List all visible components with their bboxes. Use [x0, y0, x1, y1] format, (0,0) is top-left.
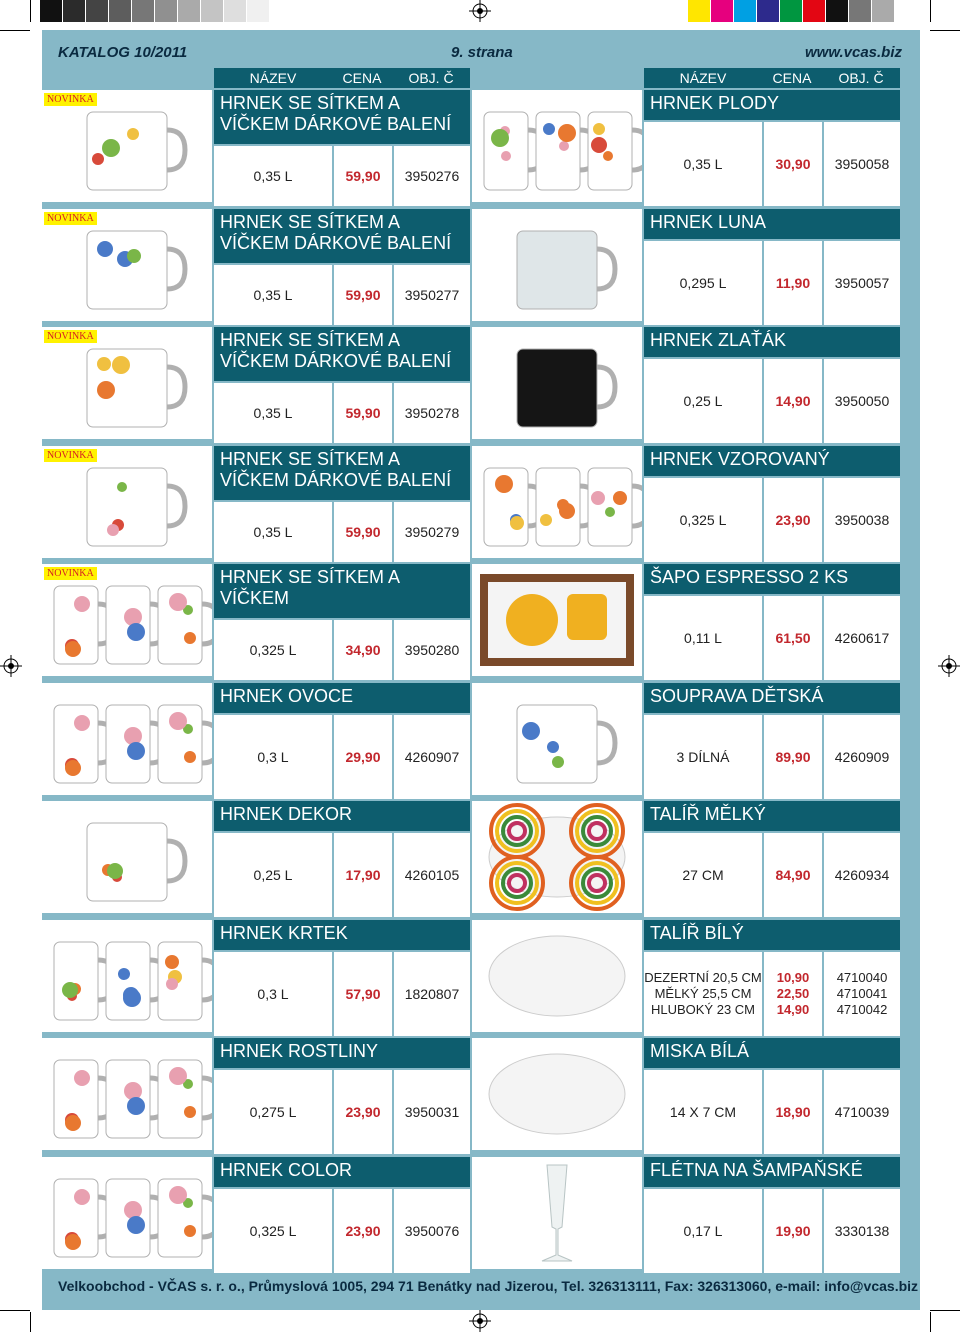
product-size: 0,3 L [214, 715, 332, 799]
product-details [644, 1070, 900, 1154]
product-price: 23,90 [334, 1070, 392, 1154]
espresso-set-image [472, 564, 642, 676]
product-price: 30,90 [764, 122, 822, 206]
registration-mark-bottom-icon [469, 1310, 491, 1332]
code-line: 4710042 [836, 1002, 888, 1017]
novinka-badge: NOVINKA [44, 449, 97, 462]
product-title: FLÉTNA NA ŠAMPAŇSKÉ [644, 1157, 900, 1187]
product-code: 3950038 [824, 478, 900, 562]
product-details [644, 122, 900, 206]
novinka-badge: NOVINKA [44, 330, 97, 343]
plant-mugs-image [42, 1038, 212, 1150]
product-title: HRNEK SE SÍTKEM A VÍČKEM DÁRKOVÉ BALENÍ [214, 327, 470, 381]
product-item [472, 1038, 900, 1154]
product-size: 0,35 L [214, 146, 332, 206]
product-code: 3950031 [394, 1070, 470, 1154]
column-header-left [214, 68, 470, 88]
product-size: 0,17 L [644, 1189, 762, 1273]
mug-with-lid-roses-image [42, 90, 212, 202]
product-size: 0,25 L [644, 359, 762, 443]
product-size: 0,325 L [214, 620, 332, 680]
fruit-mugs-image [42, 683, 212, 795]
color-bar [688, 0, 895, 22]
crop-mark [30, 0, 31, 22]
product-item [42, 1038, 470, 1154]
product-size: 0,325 L [644, 478, 762, 562]
product-image [472, 920, 642, 1032]
crop-mark [930, 1312, 931, 1332]
mug-with-lid-flowers-image [42, 209, 212, 321]
product-image [42, 327, 212, 439]
column-name: NÁZEV [249, 70, 297, 86]
product-details [214, 502, 470, 562]
crop-mark [30, 1312, 31, 1332]
product-title: HRNEK ROSTLINY [214, 1038, 470, 1068]
product-code: 3950280 [394, 620, 470, 680]
product-title: TALÍŘ BÍLÝ [644, 920, 900, 950]
size-line: HLUBOKÝ 23 CM [650, 1002, 756, 1017]
product-size: 0,3 L [214, 952, 332, 1036]
black-mug-image [472, 327, 642, 439]
product-image [42, 446, 212, 558]
product-code: 4260907 [394, 715, 470, 799]
product-image [472, 564, 642, 676]
product-size: 0,35 L [214, 265, 332, 325]
product-price: 18,90 [764, 1070, 822, 1154]
product-title: HRNEK ZLAŤÁK [644, 327, 900, 357]
product-details [644, 359, 900, 443]
product-item [472, 564, 900, 680]
product-image [42, 683, 212, 795]
product-price: 89,90 [764, 715, 822, 799]
column-price: CENA [772, 70, 812, 86]
product-item [42, 920, 470, 1036]
size-line: MĚLKÝ 25,5 CM [654, 986, 752, 1001]
column-name: NÁZEV [679, 70, 727, 86]
product-item [42, 209, 470, 325]
registration-mark-right-icon [938, 655, 960, 677]
color-mugs-image [42, 1157, 212, 1269]
product-size: 0,35 L [214, 383, 332, 443]
product-code: 3950057 [824, 241, 900, 325]
product-image [42, 920, 212, 1032]
column-order: OBJ. Č [408, 70, 454, 86]
product-details [644, 833, 900, 917]
catalog-title: KATALOG 10/2011 [58, 44, 188, 61]
product-details [644, 241, 900, 325]
registration-mark-left-icon [0, 655, 22, 677]
product-size: 0,35 L [644, 122, 762, 206]
product-price: 19,90 [764, 1189, 822, 1273]
product-size: 0,25 L [214, 833, 332, 917]
product-image [472, 209, 642, 321]
product-code: 3950276 [394, 146, 470, 206]
product-code: 3950278 [394, 383, 470, 443]
crop-mark [930, 0, 931, 22]
column-header-right [644, 68, 900, 88]
product-image [42, 1038, 212, 1150]
product-code [824, 952, 900, 1036]
novinka-badge: NOVINKA [44, 567, 97, 580]
product-item [42, 446, 470, 562]
product-size: 3 DÍLNÁ [644, 715, 762, 799]
product-code: 3950050 [824, 359, 900, 443]
product-item [472, 1157, 900, 1273]
product-item [472, 920, 900, 1036]
product-image [42, 564, 212, 676]
novinka-badge: NOVINKA [44, 93, 97, 106]
product-item [42, 1157, 470, 1273]
crop-mark [0, 1310, 30, 1311]
product-details [214, 833, 470, 917]
product-size: 0,295 L [644, 241, 762, 325]
product-item [472, 801, 900, 917]
product-details [644, 596, 900, 680]
product-details [214, 1070, 470, 1154]
product-image [472, 1157, 642, 1269]
crop-mark [930, 1310, 960, 1311]
product-title: HRNEK OVOCE [214, 683, 470, 713]
product-size: 0,35 L [214, 502, 332, 562]
product-size: 0,325 L [214, 1189, 332, 1273]
product-price: 23,90 [334, 1189, 392, 1273]
mug-with-lid-pink-image [42, 327, 212, 439]
product-item [42, 90, 470, 206]
striped-plates-image [472, 801, 642, 913]
product-title: HRNEK VZOROVANÝ [644, 446, 900, 476]
novinka-badge: NOVINKA [44, 212, 97, 225]
code-line: 4710040 [836, 970, 888, 985]
product-title: HRNEK PLODY [644, 90, 900, 120]
product-title: HRNEK SE SÍTKEM A VÍČKEM DÁRKOVÉ BALENÍ [214, 209, 470, 263]
product-item [472, 90, 900, 206]
patterned-mugs-image [472, 446, 642, 558]
product-details [644, 478, 900, 562]
product-price [764, 952, 822, 1036]
product-price: 59,90 [334, 502, 392, 562]
product-size: 14 X 7 CM [644, 1070, 762, 1154]
product-title: HRNEK DEKOR [214, 801, 470, 831]
product-price: 17,90 [334, 833, 392, 917]
product-image [42, 1157, 212, 1269]
product-image [42, 209, 212, 321]
product-details [644, 715, 900, 799]
product-item [472, 209, 900, 325]
product-details [214, 1189, 470, 1273]
price-line: 10,90 [776, 970, 810, 985]
product-price: 29,90 [334, 715, 392, 799]
product-price: 59,90 [334, 146, 392, 206]
page-number: 9. strana [451, 44, 513, 61]
product-price: 59,90 [334, 383, 392, 443]
product-image [472, 683, 642, 795]
product-details [214, 715, 470, 799]
product-size: 0,11 L [644, 596, 762, 680]
crop-mark [0, 30, 30, 31]
product-details [214, 383, 470, 443]
product-title: HRNEK SE SÍTKEM A VÍČKEM DÁRKOVÉ BALENÍ [214, 90, 470, 144]
column-order: OBJ. Č [838, 70, 884, 86]
product-image [42, 90, 212, 202]
product-image [42, 801, 212, 913]
asian-mugs-image [42, 564, 212, 676]
product-code: 4260105 [394, 833, 470, 917]
product-price: 84,90 [764, 833, 822, 917]
product-code: 3950277 [394, 265, 470, 325]
price-line: 22,50 [776, 986, 810, 1001]
price-line: 14,90 [776, 1002, 810, 1017]
white-bowl-image [472, 1038, 642, 1150]
kids-set-image [472, 683, 642, 795]
product-title: HRNEK COLOR [214, 1157, 470, 1187]
product-details [214, 265, 470, 325]
product-size: 0,275 L [214, 1070, 332, 1154]
product-details [214, 146, 470, 206]
product-title: HRNEK SE SÍTKEM A VÍČKEM [214, 564, 470, 618]
product-item [42, 564, 470, 680]
product-item [42, 801, 470, 917]
fruit-print-mugs-image [472, 90, 642, 202]
product-image [472, 1038, 642, 1150]
product-code: 4260909 [824, 715, 900, 799]
product-item [472, 446, 900, 562]
product-image [472, 327, 642, 439]
product-item [42, 327, 470, 443]
product-price: 11,90 [764, 241, 822, 325]
product-details [644, 1189, 900, 1273]
product-image [472, 801, 642, 913]
product-price: 59,90 [334, 265, 392, 325]
product-image [472, 90, 642, 202]
product-title: TALÍŘ MĚLKÝ [644, 801, 900, 831]
product-code: 4260617 [824, 596, 900, 680]
product-price: 23,90 [764, 478, 822, 562]
champagne-flute-image [472, 1157, 642, 1269]
product-item [472, 683, 900, 799]
decor-mug-image [42, 801, 212, 913]
product-title: HRNEK KRTEK [214, 920, 470, 950]
mole-mugs-image [42, 920, 212, 1032]
product-code: 1820807 [394, 952, 470, 1036]
catalog-sheet [42, 30, 920, 1310]
footer-contact: Velkoobchod - VČAS s. r. o., Průmyslová 1005, 294 71 Benátky nad Jizerou, Tel. 326313111, Fax: 326313060, e-mail: info@vcas.biz [58, 1278, 919, 1294]
product-price: 34,90 [334, 620, 392, 680]
mug-with-lid-orchid-image [42, 446, 212, 558]
product-price: 61,50 [764, 596, 822, 680]
product-image [472, 446, 642, 558]
white-plate-image [472, 920, 642, 1032]
website[interactable]: www.vcas.biz [805, 44, 902, 61]
registration-mark-top-icon [469, 0, 491, 22]
product-details [644, 952, 900, 1036]
product-size [644, 952, 762, 1036]
product-title: HRNEK LUNA [644, 209, 900, 239]
product-code: 3950076 [394, 1189, 470, 1273]
column-price: CENA [342, 70, 382, 86]
product-code: 3950279 [394, 502, 470, 562]
product-item [42, 683, 470, 799]
grayscale-bar [40, 0, 270, 22]
product-item [472, 327, 900, 443]
product-title: ŠAPO ESPRESSO 2 KS [644, 564, 900, 594]
product-size: 27 CM [644, 833, 762, 917]
code-line: 4710041 [836, 986, 888, 1001]
product-code: 3330138 [824, 1189, 900, 1273]
size-line: DEZERTNÍ 20,5 CM [644, 970, 762, 985]
product-code: 4710039 [824, 1070, 900, 1154]
product-details [214, 620, 470, 680]
product-price: 57,90 [334, 952, 392, 1036]
product-title: SOUPRAVA DĚTSKÁ [644, 683, 900, 713]
product-price: 14,90 [764, 359, 822, 443]
product-title: HRNEK SE SÍTKEM A VÍČKEM DÁRKOVÉ BALENÍ [214, 446, 470, 500]
crop-mark [930, 30, 960, 31]
product-code: 4260934 [824, 833, 900, 917]
product-code: 3950058 [824, 122, 900, 206]
product-title: MISKA BÍLÁ [644, 1038, 900, 1068]
glass-mug-image [472, 209, 642, 321]
product-details [214, 952, 470, 1036]
